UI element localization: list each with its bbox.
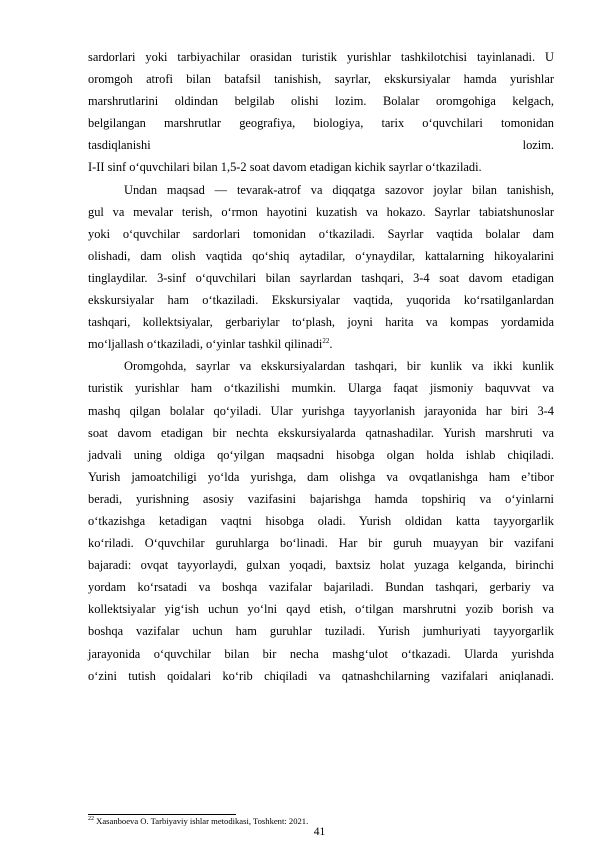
text-line: soat davom etadigan bir nechta ekskursiyalarda qatnashadilar. Yurish marshruti va (88, 425, 554, 440)
text-line-body: mo‘ljallash o‘tkaziladi, o‘yinlar tashkil qilinadi (88, 337, 323, 352)
text-line: boshqa vazifalar uchun ham guruhlar tuziladi. Yurish jumhuriyati tayyorgarlik (88, 624, 554, 639)
text-line: turistik yurishlar ham o‘tkazilishi mumkin. Ularga faqat jismoniy baquvvat va (88, 381, 554, 396)
paragraph-1 (88, 46, 554, 179)
text-line: tinglaydilar. 3-sinf o‘quvchilari bilan sayrlardan tashqari, 3-4 soat davom etadigan (88, 270, 554, 285)
text-line: ekskursiyalar ham o‘tkaziladi. Ekskursiyalar vaqtida, yuqorida ko‘rsatilganlardan (88, 293, 554, 308)
text-line: bajaradi: ovqat tayyorlaydi, gulxan yoqadi, baxtsiz holat yuzaga kelganda, birinchi (88, 558, 554, 573)
text-line (88, 333, 554, 355)
text-line: yoki o‘quvchilar sardorlari tomonidan o‘tkaziladi. Sayrlar vaqtida bolalar dam (88, 226, 554, 241)
text-line: gul va mevalar terish, o‘rmon hayotini kuzatish va hokazo. Sayrlar tabiatshunoslar (88, 204, 554, 219)
text-line: jarayonida o‘quvchilar bilan bir necha mashg‘ulot o‘tkazadi. Ularda yurishda (88, 646, 554, 661)
text-line: jadvali uning oldiga qo‘yilgan maqsadni hisobga olgan holda ishlab chiqiladi. (88, 447, 554, 462)
text-line: o‘tkazishga ketadigan vaqtni hisobga oladi. Yurish oldidan katta tayyorgarlik (88, 513, 554, 528)
footnote-text: Xasanboeva O. Tarbiyaviy ishlar metodikasi, Toshkent: 2021. (94, 816, 309, 826)
text-line: Yurish jamoatchiligi yo‘lda yurishga, dam olishga va ovqatlanishga ham e’tibor (88, 469, 554, 484)
text-line: belgilangan marshrutlar geografiya, biologiya, tarix o‘quvchilari tomonidan (88, 116, 554, 131)
text-line-end: . (329, 337, 333, 352)
text-line: o‘zini tutish qoidalari ko‘rib chiqiladi va qatnashchilarning vazifalari aniqlanadi. (88, 668, 554, 683)
footnote (88, 816, 308, 826)
text-line: Undan maqsad — tevarak-atrof va diqqatga sazovor joylar bilan tanishish, (124, 182, 554, 197)
text-line: I-II sinf o‘quvchilari bilan 1,5-2 soat davom etadigan kichik sayrlar o‘tkaziladi. (88, 160, 482, 175)
text-line: beradi, yurishning asosiy vazifasini bajarishga hamda topshiriq va o‘yinlarni (88, 491, 554, 506)
text-line: olishadi, dam olish vaqtida qo‘shiq aytadilar, o‘ynaydilar, kattalarning hikoyalarini (88, 248, 554, 263)
paragraph-2 (88, 179, 554, 356)
text-line: yordam ko‘rsatadi va boshqa vazifalar bajariladi. Bundan tashqari, gerbariy va (88, 580, 554, 595)
text-line: mashq qilgan bolalar qo‘yiladi. Ular yurishga tayyorlanish jarayonida har biri 3-4 (88, 403, 554, 418)
page-body (88, 46, 554, 687)
text-line: marshrutlarini oldindan belgilab olishi lozim. Bolalar oromgohiga kelgach, (88, 94, 554, 109)
page-number: 41 (313, 826, 326, 838)
text-line: ko‘riladi. O‘quvchilar guruhlarga bo‘linadi. Har bir guruh muayyan bir vazifani (88, 536, 554, 551)
footnote-divider (88, 814, 236, 815)
paragraph-3 (88, 355, 554, 686)
text-line: Oromgohda, sayrlar va ekskursiyalardan tashqari, bir kunlik va ikki kunlik (124, 359, 554, 374)
text-line: oromgoh atrofi bilan batafsil tanishish, sayrlar, ekskursiyalar hamda yurishlar (88, 72, 554, 87)
footnote-reference[interactable]: 22 (322, 337, 330, 346)
text-line-split (88, 134, 554, 156)
split-left: tasdiqlanishi (88, 138, 151, 153)
split-right: lozim. (522, 138, 554, 153)
text-line: kollektsiyalar yig‘ish uchun yo‘lni qayd etish, o‘tilgan marshrutni yozib borish va (88, 602, 554, 617)
footnote-marker: 22 (88, 816, 94, 823)
text-line: tashqari, kollektsiyalar, gerbariylar to‘plash, joyni harita va kompas yordamida (88, 315, 554, 330)
text-line: sardorlari yoki tarbiyachilar orasidan turistik yurishlar tashkilotchisi tayinlanadi. U (88, 50, 554, 64)
